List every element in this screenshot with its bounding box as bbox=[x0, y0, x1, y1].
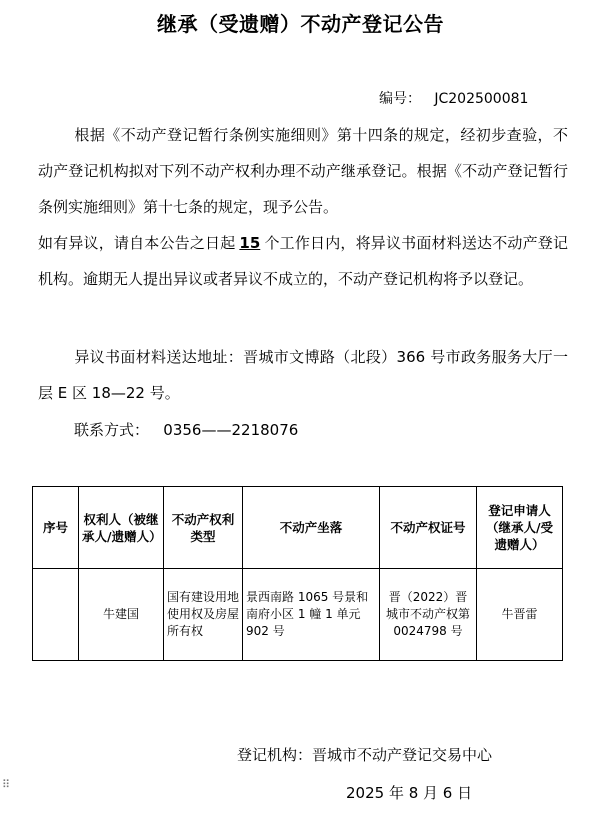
serial-number: 编号： JC202500081 bbox=[379, 91, 529, 107]
table-row bbox=[33, 569, 563, 661]
cell-applicant: 牛晋雷 bbox=[477, 569, 563, 661]
notice-date: 2025 年 8 月 6 日 bbox=[346, 784, 473, 802]
drag-handle-icon[interactable]: ⠿ bbox=[2, 778, 12, 791]
paragraph-2-before: 如有异议，请自本公告之日起 bbox=[38, 234, 236, 252]
paragraph-2-after: 个工作日内，将异议书面材料送达不动产登记机构。逾期无人提出异议或者异议不成立的，不动产登记机构将予以登记。 bbox=[38, 234, 568, 288]
notice-paragraph-1 bbox=[38, 117, 568, 225]
cell-cert-no: 晋（2022）晋城市不动产权第 0024798 号 bbox=[380, 569, 477, 661]
paragraph-1-text: 根据《不动产登记暂行条例实施细则》第十四条的规定，经初步查验，不动产登记机构拟对下列不动产权利办理不动产继承登记。根据《不动产登记暂行条例实施细则》第十七条的规定，现予公告。 bbox=[38, 126, 568, 216]
header-cert-no: 不动产权证号 bbox=[380, 487, 477, 569]
header-seq: 序号 bbox=[33, 487, 79, 569]
registration-agency: 登记机构：晋城市不动产登记交易中心 bbox=[237, 746, 493, 764]
property-table bbox=[32, 486, 563, 661]
objection-days: 15 bbox=[239, 234, 261, 252]
page-title: 继承（受遗赠）不动产登记公告 bbox=[157, 12, 444, 36]
notice-paragraph-3 bbox=[38, 339, 568, 411]
header-applicant: 登记申请人（继承人/受遗赠人） bbox=[477, 487, 563, 569]
cell-location: 景西南路 1065 号景和南府小区 1 幢 1 单元 902 号 bbox=[243, 569, 380, 661]
header-right-type: 不动产权利类型 bbox=[164, 487, 243, 569]
cell-right-type: 国有建设用地使用权及房屋所有权 bbox=[164, 569, 243, 661]
header-location: 不动产坐落 bbox=[243, 487, 380, 569]
notice-paragraph-2 bbox=[38, 225, 568, 297]
cell-holder: 牛建国 bbox=[79, 569, 164, 661]
cell-seq bbox=[33, 569, 79, 661]
contact-info: 联系方式： 0356——2218076 bbox=[74, 421, 299, 439]
table-header-row bbox=[33, 487, 563, 569]
header-holder: 权利人（被继承人/遗赠人） bbox=[79, 487, 164, 569]
paragraph-3-text: 异议书面材料送达地址：晋城市文博路（北段）366 号市政务服务大厅一层 E 区 18—22 号。 bbox=[38, 348, 568, 402]
